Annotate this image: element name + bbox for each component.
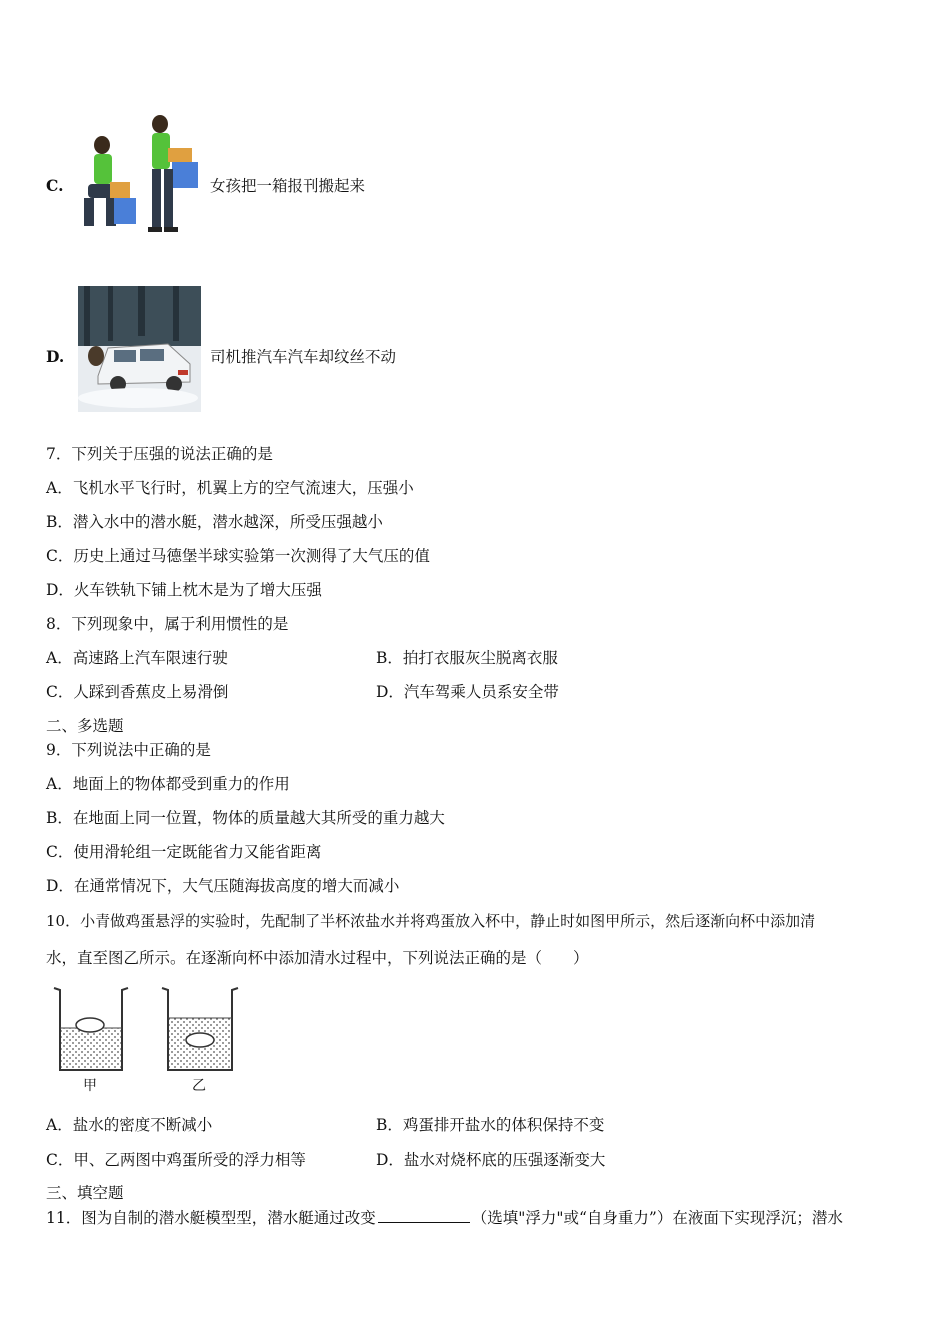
question-7-option-d: D．火车铁轨下铺上枕木是为了增大压强 xyxy=(46,581,322,599)
question-8-option-d: D．汽车驾乘人员系安全带 xyxy=(376,683,559,701)
question-10-option-a: A．盐水的密度不断减小 xyxy=(46,1116,213,1134)
car-in-snow-image xyxy=(78,286,201,412)
question-9-option-c: C．使用滑轮组一定既能省力又能省距离 xyxy=(46,843,322,861)
question-11-stem xyxy=(46,1208,843,1228)
question-10-option-b: B．鸡蛋排开盐水的体积保持不变 xyxy=(376,1116,605,1134)
option-label-d: D. xyxy=(46,347,65,366)
question-7-option-c: C．历史上通过马德堡半球实验第一次测得了大气压的值 xyxy=(46,547,430,565)
question-9-stem: 9．下列说法中正确的是 xyxy=(46,741,211,759)
figure-label-jia: 甲 xyxy=(83,1078,97,1094)
question-11-part-1: 11．图为自制的潜水艇模型型，潜水艇通过改变 xyxy=(46,1209,376,1227)
question-7-option-a: A．飞机水平飞行时，机翼上方的空气流速大，压强小 xyxy=(46,479,414,497)
question-9-option-d: D．在通常情况下，大气压随海拔高度的增大而减小 xyxy=(46,877,400,895)
question-10-stem-line-2: 水，直至图乙所示。在逐渐向杯中添加清水过程中，下列说法正确的是（ ） xyxy=(46,949,589,967)
question-8-option-b: B．拍打衣服灰尘脱离衣服 xyxy=(376,649,558,667)
question-10-option-c: C．甲、乙两图中鸡蛋所受的浮力相等 xyxy=(46,1151,306,1169)
question-10-stem-line-1: 10．小青做鸡蛋悬浮的实验时，先配制了半杯浓盐水并将鸡蛋放入杯中，静止时如图甲所示，然后逐渐向杯中添加清 xyxy=(46,912,816,930)
question-11-part-2: （选填"浮力"或“自身重力”）在液面下实现浮沉；潜水 xyxy=(471,1209,843,1227)
option-label-c: C. xyxy=(46,176,64,195)
beaker-figure xyxy=(50,984,250,1096)
question-7-stem: 7．下列关于压强的说法正确的是 xyxy=(46,445,273,463)
girl-lifting-box-image xyxy=(74,112,204,240)
question-8-option-a: A．高速路上汽车限速行驶 xyxy=(46,649,228,667)
question-8-option-c: C．人踩到香蕉皮上易滑倒 xyxy=(46,683,229,701)
section-heading-multiple-choice: 二、多选题 xyxy=(46,717,124,735)
question-9-option-b: B．在地面上同一位置，物体的质量越大其所受的重力越大 xyxy=(46,809,445,827)
question-7-option-b: B．潜入水中的潜水艇，潜水越深，所受压强越小 xyxy=(46,513,383,531)
option-text-c: 女孩把一箱报刊搬起来 xyxy=(210,177,366,195)
question-8-stem: 8．下列现象中，属于利用惯性的是 xyxy=(46,615,289,633)
option-text-d: 司机推汽车汽车却纹丝不动 xyxy=(210,348,397,366)
figure-label-yi: 乙 xyxy=(192,1078,206,1094)
question-9-option-a: A．地面上的物体都受到重力的作用 xyxy=(46,775,290,793)
question-10-option-d: D．盐水对烧杯底的压强逐渐变大 xyxy=(376,1151,606,1169)
section-heading-fill-in: 三、填空题 xyxy=(46,1184,124,1202)
answer-blank[interactable] xyxy=(378,1208,470,1223)
